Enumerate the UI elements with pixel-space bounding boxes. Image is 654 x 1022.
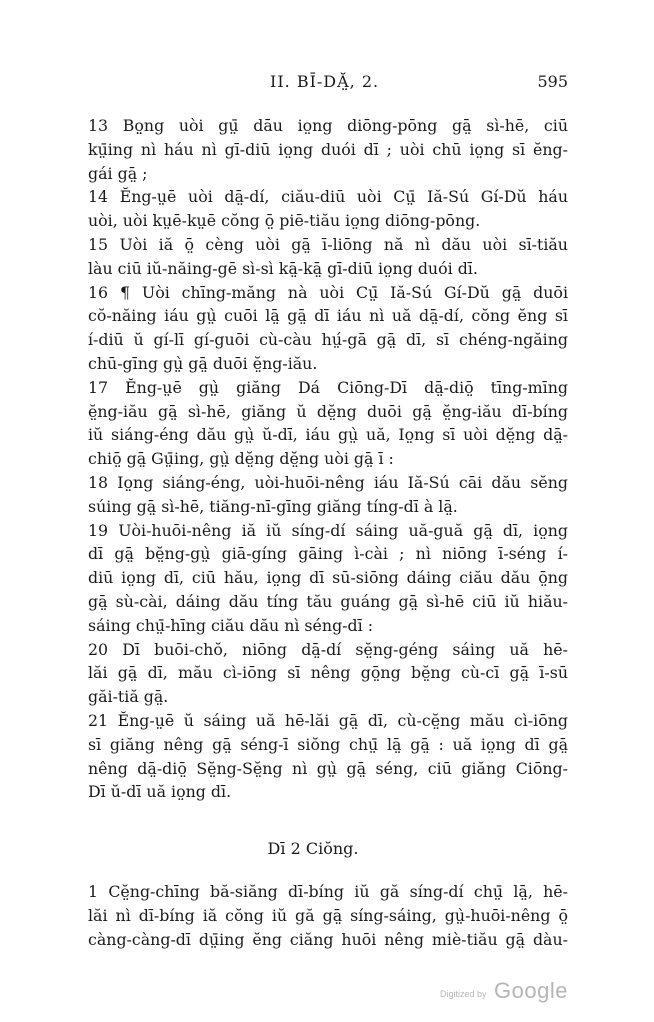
text-line: diū io̤ng dī, ciū hău, io̤ng dī sū-siōng dáing ciău dău ō̤ng <box>88 568 568 588</box>
text-line: ĕ̤ng-iău gā̤ sì-hē, giăng ŭ dĕ̤ng duōi gā̤ ĕ̤ng-iău dī-bíng <box>88 401 568 421</box>
text-line: lăi nì dī-bíng iă cŏng iŭ gă gā̤ síng-sáing, gṳ̀-huōi-nêng ō̤ <box>88 905 568 925</box>
text-line: 19 Uòi-huōi-nêng iă iŭ síng-dí sáing uă-guă gā̤ dī, io̤ng <box>88 520 568 540</box>
watermark-prefix: Digitized by <box>440 989 487 999</box>
text-line: lăi gā̤ dī, mău cì-iōng sī nêng gō̤ng bĕ̤ng cù-cī gā̤ ī-sū <box>88 663 568 683</box>
page-body <box>88 114 568 952</box>
text-line: nêng dā̤-diō̤ Sĕ̤ng-Sĕ̤ng nì gṳ̀ gā̤ séng, ciū giăng Ciōng- <box>88 758 568 778</box>
text-line: 18 Io̤ng siáng-éng, uòi-huōi-nêng iáu Iă-Sú cāi dău sĕng <box>88 472 568 492</box>
running-header <box>88 72 568 96</box>
text-line: 17 Ĕng-ṳē gṳ̀ giăng Dá Ciōng-Dī dā̤-diō̤ tīng-mīng <box>88 377 568 397</box>
text-line: 15 Uòi iă ō̤ cèng uòi gā̤ ī-liōng nă nì dău uòi sī-tiău <box>88 234 568 254</box>
text-line: 20 Dī buōi-chŏ, niōng dā̤-dí sĕ̤ng-géng sáing uă hē- <box>88 639 568 659</box>
spacer <box>88 804 568 837</box>
google-watermark <box>440 978 580 1006</box>
text-line: dī gā̤ bĕ̤ng-gṳ̀ giā-gíng gāing ì-cài ; nì niōng ī-séng í- <box>88 544 568 564</box>
page-number: 595 <box>537 72 568 91</box>
text-line: 1 Cĕ̤ng-chīng bă-siăng dī-bíng iŭ gă síng-dí chṳ̄ lā̤, hē- <box>88 882 568 902</box>
text-line: càng-càng-dī dṳ̄ing ĕng ciăng huōi nêng miè-tiău gā̤ dàu- <box>88 929 568 949</box>
text-line: 13 Bo̤̤ng uòi gṳ̄ dāu io̤ng diōng-pōng gā̤ sì-hē, ciū <box>88 116 568 135</box>
text-line: 14 Ĕng-ṳē uòi dā̤-dí, ciău-diū uòi Cṳ̄ Iă-Sú Gí-Dŭ háu <box>88 187 568 207</box>
text-line: iŭ siáng-éng dău gṳ̀ ŭ-dī, iáu gṳ̀ uă, Io̤ng sī uòi dĕ̤ng dā̤- <box>88 425 568 445</box>
text-line: kṳ̄ing nì háu nì gī-diū io̤ng duói dī ; uòi chū io̤ng sī ĕng- <box>88 139 568 159</box>
text-line: găi-tiă gā̤. <box>88 687 169 707</box>
text-line: gái gā̤ ; <box>88 163 148 183</box>
text-line: chū-gīng gṳ̀ gā̤ duōi ĕ̤ng-iău. <box>88 353 318 373</box>
text-line: sáing chṳ̄-hīng ciău dău nì séng-dī : <box>88 615 374 635</box>
text-line: uòi, uòi kṳē-kṳē cŏng ō̤ piē-tiău io̤ng diōng-pōng. <box>88 211 481 231</box>
running-title: II. BĪ-DĂ̤, 2. <box>270 72 380 91</box>
chapter-heading: Dī 2 Ciŏng. <box>267 839 359 859</box>
spacer <box>88 861 568 880</box>
text-line: súing gā̤ sì-hē, tiăng-nī-gīng giăng tíng-dī à lā̤. <box>88 496 458 516</box>
text-line: í-diū ŭ gí-lī gí-guōi cù-càu hṳ́-gā gā̤ dī, sī chéng-ngăing <box>88 330 568 350</box>
text-line: Dī ŭ-dī uă io̤ng dī. <box>88 782 232 802</box>
watermark-brand: Google <box>494 978 568 1003</box>
text-line: sī giăng nêng gā̤ séng-ī siŏng chṳ̄ lā̤ gā̤ : uă io̤ng dī gā̤ <box>88 734 568 754</box>
text-line: cŏ-năing iáu gṳ̀ cuōi lā̤ gā̤ dī iáu nì uă dā̤-dí, cŏng ĕng sī <box>88 306 568 326</box>
text-line: làu ciū iŭ-năing-gē sì-sì kā̤-kā̤ gī-diū io̤ng duói dī. <box>88 258 478 278</box>
text-line: chiō̤ gā̤ Gṳ̄ing, gṳ̀ dĕ̤ng dĕ̤ng uòi gā̤ ī : <box>88 449 394 469</box>
text-line: gā̤ sù-cài, dáing dău tíng tău guáng gā̤ sì-hē ciū iŭ hiău- <box>88 591 568 611</box>
text-line: 21 Ĕng-ṳē ŭ sáing uă hē-lăi gā̤ dī, cù-cĕ̤ng mău cì-iōng <box>88 710 568 730</box>
text-line: 16 ¶ Uòi chīng-măng nà uòi Cṳ̄ Iă-Sú Gí-Dŭ gā̤ duōi <box>88 282 568 302</box>
